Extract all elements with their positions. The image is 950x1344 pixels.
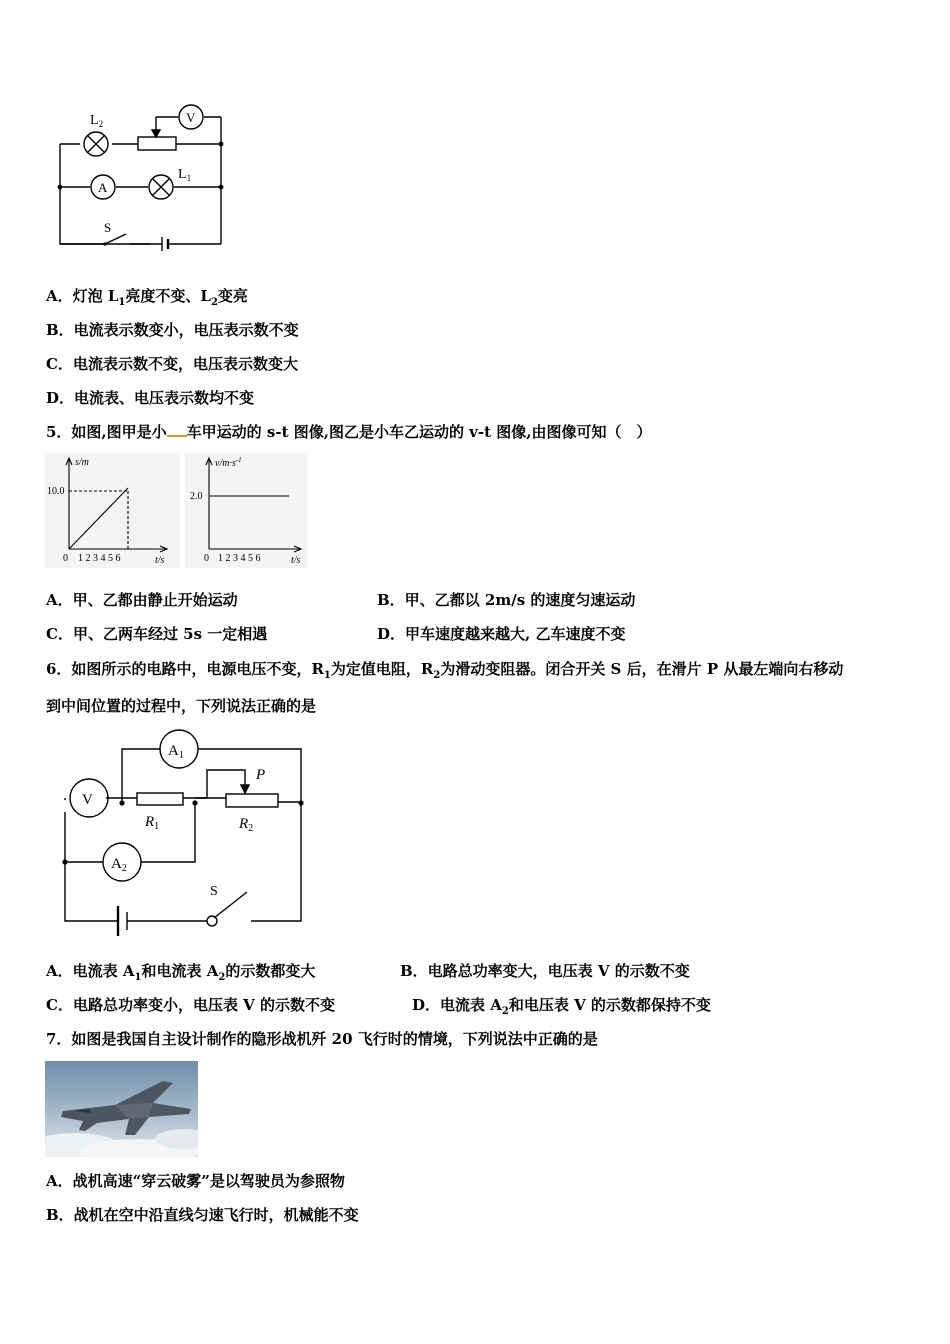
- q6-circuit-diagram: [55, 728, 310, 948]
- svg-text:0: 0: [204, 553, 209, 564]
- q4-option-c: C．电流表示数不变，电压表示数变大: [46, 355, 298, 373]
- q4-circuit-diagram: [50, 100, 240, 260]
- q4-option-b: B．电流表示数变小，电压表示数不变: [46, 321, 299, 339]
- svg-text:v/m·s-1: $v/m\cdot s^{-1}$: [215, 456, 242, 469]
- svg-text:L1: $L_1$: [178, 167, 192, 183]
- svg-text:R2: $R_2$: [239, 816, 254, 834]
- q4-option-d: D．电流表、电压表示数均不变: [46, 389, 255, 407]
- q7-option-a: A．战机高速“穿云破雾”是以驾驶员为参照物: [46, 1172, 345, 1190]
- q5-option-b: B．甲、乙都以 2m/s 的速度匀速运动: [377, 591, 636, 609]
- q6-option-b: B．电路总功率变大，电压表 V 的示数不变: [400, 962, 690, 980]
- q6-option-c: C．电路总功率变小，电压表 V 的示数不变: [46, 996, 336, 1014]
- q7-fighter-jet-photo: [45, 1061, 198, 1157]
- q5-st-graph: [45, 453, 180, 568]
- q4-voltmeter-label: V: [186, 110, 196, 125]
- q4-switch-label: S: [104, 220, 112, 235]
- q7-option-b: B．战机在空中沿直线匀速飞行时，机械能不变: [46, 1206, 359, 1224]
- q6-r2: [226, 794, 278, 807]
- svg-text:A2: $A_2$: [111, 856, 127, 874]
- svg-text:1 2 3 4 5 6: 1 2 3 4 5 6: [78, 553, 121, 564]
- q6-option-a: A．电流表 $A_1$和电流表 $A_2$的示数都变大: [46, 962, 316, 983]
- svg-text:s/m: s/m: [75, 457, 89, 468]
- q6-stem-line1: 6．如图所示的电路中，电源电压不变，$R_1$为定值电阻，$R_2$为滑动变阻器。闭合开关 S 后，在滑片 P 从最左端向右移动: [46, 660, 844, 681]
- q5-vt-graph: [185, 453, 307, 568]
- q5-option-d: D．甲车速度越来越大, 乙车速度不变: [377, 625, 626, 643]
- q6-stem-line2: 到中间位置的过程中，下列说法正确的是: [46, 697, 317, 715]
- q5-stem: 5．如图,图甲是小 车甲运动的 s-t 图像,图乙是小车乙运动的 v-t 图像,由图像可知（ ）: [46, 423, 652, 441]
- q6-option-d: D．电流表 $A_2$和电压表 V 的示数都保持不变: [412, 996, 711, 1017]
- q6-r1: [137, 793, 183, 805]
- q5-option-a: A．甲、乙都由静止开始运动: [46, 591, 238, 609]
- q4-ammeter-label: A: [98, 180, 108, 195]
- svg-text:R1: $R_1$: [145, 814, 160, 832]
- svg-text:2.0: 2.0: [190, 491, 203, 502]
- svg-text:A1: $A_1$: [168, 743, 184, 761]
- svg-text:1 2 3 4 5 6: 1 2 3 4 5 6: [218, 553, 261, 564]
- q5-option-c: C．甲、乙两车经过 5s 一定相遇: [46, 625, 268, 643]
- q4-option-a: A．灯泡 $L_1$亮度不变、$L_2$变亮: [46, 287, 248, 308]
- svg-text:L2: $L_2$: [90, 113, 104, 129]
- svg-text:t/s: t/s: [155, 555, 165, 566]
- svg-text:S: S: [210, 884, 218, 899]
- svg-text:V: V: [82, 792, 93, 808]
- svg-text:10.0: 10.0: [47, 486, 65, 497]
- q7-stem: 7．如图是我国自主设计制作的隐形战机歼 20 飞行时的情境，下列说法中正确的是: [46, 1030, 598, 1048]
- svg-text:P: P: [256, 767, 266, 783]
- svg-text:t/s: t/s: [291, 555, 301, 566]
- svg-text:0: 0: [63, 553, 68, 564]
- q4-rheostat: [138, 137, 176, 150]
